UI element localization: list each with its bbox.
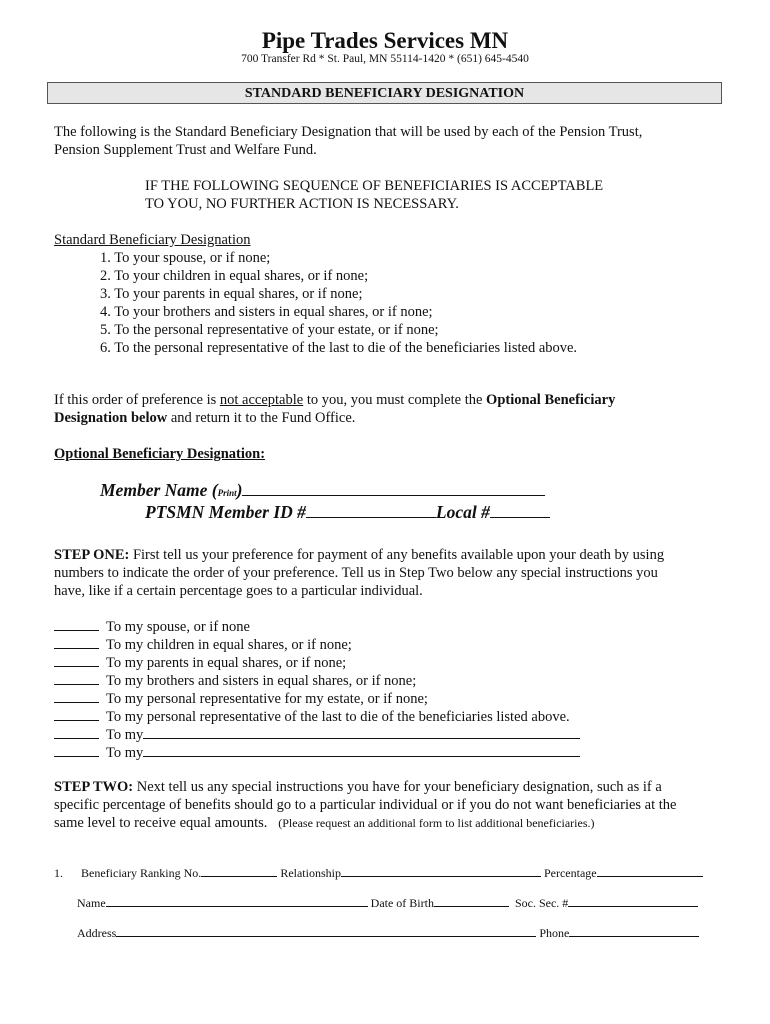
preference-number-field[interactable]: [54, 744, 99, 757]
dob-field[interactable]: [434, 894, 509, 907]
standard-heading: Standard Beneficiary Designation: [54, 232, 251, 248]
standard-item: [100, 267, 368, 285]
ssn-field[interactable]: [568, 894, 698, 907]
intro-line-2: Pension Supplement Trust and Welfare Fund.: [54, 142, 317, 158]
step-one-line-2: numbers to indicate the order of your preference. Tell us in Step Two below any special instructions you: [54, 565, 658, 581]
relationship-field[interactable]: [341, 864, 541, 877]
step-one-option: [54, 726, 580, 744]
custom-beneficiary-field[interactable]: [143, 744, 580, 757]
standard-item-text: To the personal representative of your estate, or if none;: [114, 322, 439, 338]
step-one-option: [54, 744, 580, 762]
standard-item: [100, 303, 433, 321]
step-one-label: STEP ONE:: [54, 547, 130, 563]
option-text: To my spouse, or if none: [106, 619, 250, 635]
standard-item: [100, 249, 270, 267]
step-one-option: [54, 654, 346, 672]
standard-item: [100, 285, 363, 303]
member-name-row: [100, 480, 545, 501]
preference-line-1: [54, 391, 615, 409]
form-row-1: [54, 864, 703, 881]
custom-beneficiary-field[interactable]: [143, 726, 580, 739]
address-field[interactable]: [116, 924, 536, 937]
option-text: To my brothers and sisters in equal shares, or if none;: [106, 673, 417, 689]
standard-item-number: 1.: [100, 250, 111, 266]
preference-number-field[interactable]: [54, 690, 99, 703]
standard-item-text: To the personal representative of the last to die of the beneficiaries listed above.: [114, 340, 578, 356]
step-one-option: [54, 618, 250, 636]
not-acceptable-text: not acceptable: [219, 392, 304, 408]
additional-form-note: (Please request an additional form to list additional beneficiaries.): [278, 816, 595, 830]
member-name-field[interactable]: [242, 481, 545, 496]
option-text: To my personal representative for my estate, or if none;: [106, 691, 428, 707]
step-one-option: [54, 636, 352, 654]
notice-line-1: IF THE FOLLOWING SEQUENCE OF BENEFICIARIES IS ACCEPTABLE: [145, 178, 604, 194]
member-name-label: ): [236, 480, 243, 500]
standard-item-number: 4.: [100, 304, 111, 320]
dob-label: Date of Birth: [370, 896, 434, 910]
beneficiary-number: 1.: [54, 866, 63, 880]
notice-line-2: TO YOU, NO FURTHER ACTION IS NECESSARY.: [145, 196, 459, 212]
page-title: Pipe Trades Services MN: [261, 28, 509, 53]
member-id-row: [145, 502, 550, 523]
standard-item-text: To your children in equal shares, or if none;: [114, 268, 369, 284]
standard-item-number: 2.: [100, 268, 111, 284]
option-text: To my: [106, 745, 144, 761]
step-one-line-3: have, like if a certain percentage goes to a particular individual.: [54, 583, 423, 599]
name-field[interactable]: [106, 894, 368, 907]
step-one-option: [54, 690, 428, 708]
percentage-field[interactable]: [597, 864, 703, 877]
local-field[interactable]: [490, 503, 550, 518]
name-label: Name: [77, 896, 106, 910]
step-one-line-1: [54, 546, 664, 564]
preference-text: and return it to the Fund Office.: [167, 410, 356, 426]
ranking-field[interactable]: [201, 864, 277, 877]
step-two-line-1: [54, 778, 662, 796]
member-id-label: PTSMN Member ID #: [145, 502, 306, 522]
percentage-label: Percentage: [543, 866, 597, 880]
step-two-text: Next tell us any special instructions you have for your beneficiary designation, such as if a: [133, 779, 662, 795]
local-label: Local #: [435, 502, 490, 522]
ssn-label: Soc. Sec. #: [514, 896, 569, 910]
step-two-line-2: specific percentage of benefits should go to a particular individual or if you do not want beneficiaries at the: [54, 797, 677, 813]
standard-item-number: 3.: [100, 286, 111, 302]
preference-line-2: [54, 409, 355, 427]
phone-label: Phone: [539, 926, 570, 940]
standard-item: [100, 339, 577, 357]
phone-field[interactable]: [569, 924, 699, 937]
address-label: Address: [77, 926, 117, 940]
form-row-3: [77, 924, 699, 941]
preference-number-field[interactable]: [54, 636, 99, 649]
preference-text: If this order of preference is: [54, 392, 220, 408]
ranking-label: Beneficiary Ranking No.: [81, 866, 202, 880]
preference-number-field[interactable]: [54, 708, 99, 721]
standard-item: [100, 321, 439, 339]
organization-address: 700 Transfer Rd * St. Paul, MN 55114-1420 * (651) 645-4540: [241, 53, 529, 65]
preference-number-field[interactable]: [54, 618, 99, 631]
step-two-line-3: [54, 814, 595, 832]
preference-number-field[interactable]: [54, 672, 99, 685]
option-text: To my children in equal shares, or if none;: [106, 637, 352, 653]
form-row-2: [77, 894, 698, 911]
member-name-label: Member Name (: [100, 480, 218, 500]
step-two-label: STEP TWO:: [54, 779, 134, 795]
standard-item-text: To your parents in equal shares, or if none;: [114, 286, 363, 302]
intro-line-1: The following is the Standard Beneficiary Designation that will be used by each of the Pension Trust,: [54, 124, 643, 140]
standard-item-number: 5.: [100, 322, 111, 338]
optional-designation-ref: Optional Beneficiary: [486, 392, 616, 408]
print-hint: Print: [217, 488, 237, 498]
optional-designation-ref: Designation below: [54, 410, 168, 426]
standard-item-number: 6.: [100, 340, 111, 356]
preference-number-field[interactable]: [54, 654, 99, 667]
preference-number-field[interactable]: [54, 726, 99, 739]
step-two-text: same level to receive equal amounts.: [54, 815, 268, 831]
optional-heading: Optional Beneficiary Designation:: [54, 446, 266, 462]
standard-item-text: To your spouse, or if none;: [114, 250, 271, 266]
step-one-text: First tell us your preference for payment of any benefits available upon your death by using: [129, 547, 665, 563]
step-one-option: [54, 672, 416, 690]
option-text: To my personal representative of the last to die of the beneficiaries listed above.: [106, 709, 570, 725]
preference-text: to you, you must complete the: [303, 392, 487, 408]
section-banner: STANDARD BENEFICIARY DESIGNATION: [47, 82, 722, 104]
member-id-field[interactable]: [306, 503, 436, 518]
standard-item-text: To your brothers and sisters in equal shares, or if none;: [114, 304, 433, 320]
option-text: To my: [106, 727, 144, 743]
step-one-option: [54, 708, 570, 726]
option-text: To my parents in equal shares, or if none;: [106, 655, 347, 671]
relationship-label: Relationship: [280, 866, 341, 880]
